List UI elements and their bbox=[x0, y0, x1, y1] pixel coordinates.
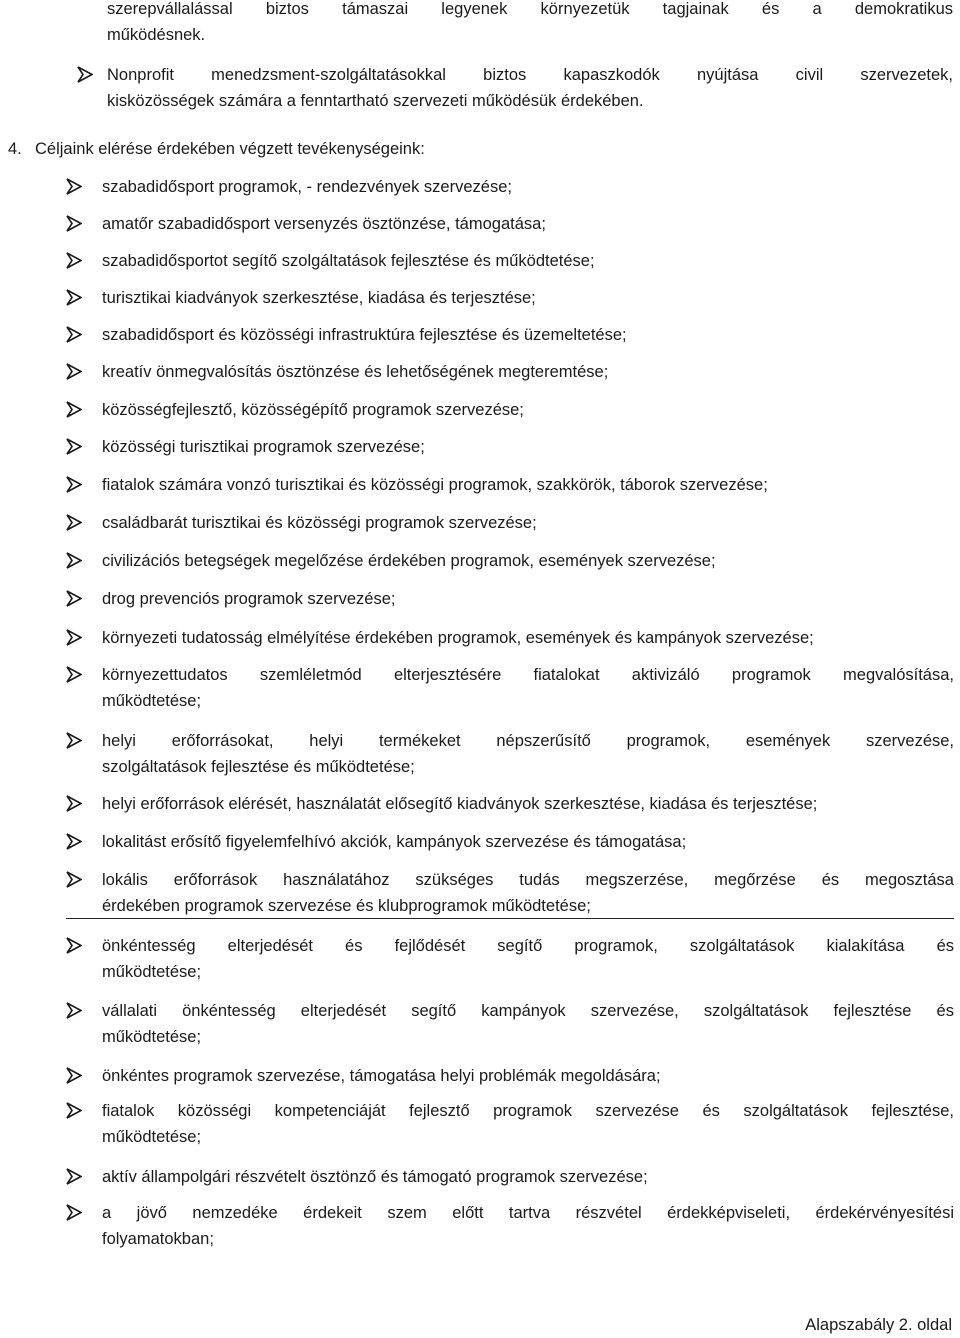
activity-item-text: helyi erőforrásokat, helyi termékeket népszerűsítő programok, események szervezése, bbox=[102, 732, 954, 750]
bullet-arrow-icon bbox=[66, 795, 82, 812]
activity-item-text: kreatív önmegvalósítás ösztönzése és lehetőségének megteremtése; bbox=[102, 363, 609, 381]
bullet-arrow-icon bbox=[66, 871, 82, 888]
activity-item-text: lokális erőforrások használatához szükséges tudás megszerzése, megőrzése és megosztása bbox=[102, 871, 954, 889]
activity-item-text: önkéntesség elterjedését és fejlődését segítő programok, szolgáltatások kialakítása és bbox=[102, 937, 954, 955]
divider-line bbox=[66, 918, 954, 919]
activity-item-continuation: szolgáltatások fejlesztése és működtetése; bbox=[102, 758, 415, 776]
bullet-arrow-icon bbox=[66, 514, 82, 531]
bullet-arrow-icon bbox=[66, 178, 82, 195]
bullet-arrow-icon bbox=[66, 1067, 82, 1084]
nonprofit-line-1: Nonprofit menedzsment-szolgáltatásokkal biztos kapaszkodók nyújtása civil szervezetek, bbox=[107, 66, 953, 84]
activity-item-text: civilizációs betegségek megelőzése érdekében programok, események szervezése; bbox=[102, 552, 716, 570]
bullet-arrow-icon bbox=[66, 476, 82, 493]
activity-item-text: szabadidősportot segítő szolgáltatások fejlesztése és működtetése; bbox=[102, 252, 595, 270]
bullet-arrow-icon bbox=[66, 590, 82, 607]
bullet-arrow-icon bbox=[66, 401, 82, 418]
activity-item-text: közösségi turisztikai programok szervezése; bbox=[102, 438, 425, 456]
activity-item-text: fiatalok közösségi kompetenciáját fejlesztő programok szervezése és szolgáltatások fejlesztése, bbox=[102, 1102, 954, 1120]
bullet-arrow-icon bbox=[66, 289, 82, 306]
bullet-arrow-icon bbox=[66, 937, 82, 954]
bullet-arrow-icon bbox=[66, 363, 82, 380]
bullet-arrow-icon bbox=[66, 1102, 82, 1119]
intro-line-2: működésnek. bbox=[107, 26, 206, 44]
activity-item-text: szabadidősport programok, - rendezvények szervezése; bbox=[102, 178, 512, 196]
activity-item-text: aktív állampolgári részvételt ösztönző és támogató programok szervezése; bbox=[102, 1168, 648, 1186]
activity-item-text: helyi erőforrások elérését, használatát elősegítő kiadványok szerkesztése, kiadása és terjesztése; bbox=[102, 795, 818, 813]
activity-item-text: környezettudatos szemléletmód elterjesztésére fiatalokat aktivizáló programok megvalósítása, bbox=[102, 666, 954, 684]
activity-item-continuation: érdekében programok szervezése és klubprogramok működtetése; bbox=[102, 897, 591, 915]
bullet-arrow-icon bbox=[77, 66, 93, 83]
page-footer: Alapszabály 2. oldal bbox=[805, 1316, 952, 1334]
activity-item-text: lokalitást erősítő figyelemfelhívó akciók, kampányok szervezése és támogatása; bbox=[102, 833, 687, 851]
activity-item-text: drog prevenciós programok szervezése; bbox=[102, 590, 396, 608]
bullet-arrow-icon bbox=[66, 833, 82, 850]
activity-item-text: vállalati önkéntesség elterjedését segítő kampányok szervezése, szolgáltatások fejlesztése és bbox=[102, 1002, 954, 1020]
bullet-arrow-icon bbox=[66, 629, 82, 646]
bullet-arrow-icon bbox=[66, 252, 82, 269]
bullet-arrow-icon bbox=[66, 215, 82, 232]
activity-item-continuation: működtetése; bbox=[102, 1028, 202, 1046]
activity-item-text: közösségfejlesztő, közösségépítő programok szervezése; bbox=[102, 401, 524, 419]
activity-item-text: szabadidősport és közösségi infrastruktúra fejlesztése és üzemeltetése; bbox=[102, 326, 627, 344]
activity-item-continuation: működtetése; bbox=[102, 963, 202, 981]
bullet-arrow-icon bbox=[66, 438, 82, 455]
section-title: Céljaink elérése érdekében végzett tevékenységeink: bbox=[35, 140, 425, 158]
bullet-arrow-icon bbox=[66, 326, 82, 343]
activity-item-continuation: működtetése; bbox=[102, 692, 202, 710]
bullet-arrow-icon bbox=[66, 1002, 82, 1019]
activity-item-continuation: folyamatokban; bbox=[102, 1230, 214, 1248]
bullet-arrow-icon bbox=[66, 732, 82, 749]
bullet-arrow-icon bbox=[66, 552, 82, 569]
activity-item-text: családbarát turisztikai és közösségi programok szervezése; bbox=[102, 514, 537, 532]
activity-item-text: turisztikai kiadványok szerkesztése, kiadása és terjesztése; bbox=[102, 289, 536, 307]
section-number: 4. bbox=[8, 140, 22, 158]
activity-item-text: a jövő nemzedéke érdekeit szem előtt tartva részvétel érdekképviseleti, érdekérvényesítési bbox=[102, 1204, 954, 1222]
activity-item-text: amatőr szabadidősport versenyzés ösztönzése, támogatása; bbox=[102, 215, 546, 233]
activity-item-text: környezeti tudatosság elmélyítése érdekében programok, események és kampányok szervezése; bbox=[102, 629, 814, 647]
nonprofit-line-2: kisközösségek számára a fenntartható szervezeti működésük érdekében. bbox=[107, 92, 644, 110]
intro-line-1: szerepvállalással biztos támaszai legyenek környezetük tagjainak és a demokratikus bbox=[107, 0, 953, 18]
bullet-arrow-icon bbox=[66, 1204, 82, 1221]
bullet-arrow-icon bbox=[66, 1168, 82, 1185]
activity-item-text: fiatalok számára vonzó turisztikai és közösségi programok, szakkörök, táborok szervezése; bbox=[102, 476, 768, 494]
activity-item-text: önkéntes programok szervezése, támogatása helyi problémák megoldására; bbox=[102, 1067, 661, 1085]
bullet-arrow-icon bbox=[66, 666, 82, 683]
activity-item-continuation: működtetése; bbox=[102, 1128, 202, 1146]
